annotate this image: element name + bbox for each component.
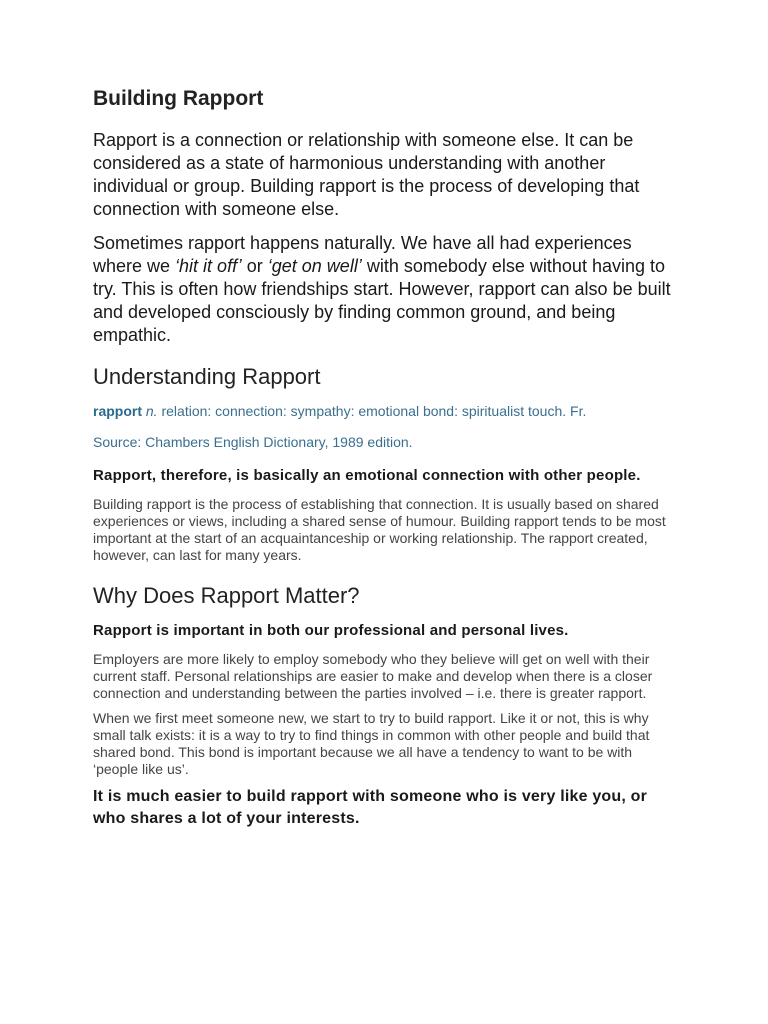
document-title: Building Rapport bbox=[93, 87, 264, 110]
definition-text: relation: connection: sympathy: emotional bond: spiritualist touch. Fr. bbox=[157, 402, 587, 419]
intro-text-part-1: Sometimes rapport happens naturally. We have all had experiences where we bbox=[93, 233, 632, 277]
importance-statement: Rapport is important in both our professional and personal lives. bbox=[93, 622, 569, 640]
definition-part-of-speech: n. bbox=[145, 402, 158, 419]
employers-paragraph: Employers are more likely to employ somebody who they believe will get on well with their current staff. Personal relationships are easier to make and develop when there is a closer connection and understanding between the parties involved – i.e. there is greater rapport. bbox=[93, 651, 653, 702]
dictionary-definition bbox=[93, 402, 678, 420]
small-talk-paragraph: When we first meet someone new, we start to try to build rapport. Like it or not, this is why small talk exists: it is a way to try to find things in common with other people and build that shared bond. This bond is important because we all have a tendency to want to be with ‘people like us’. bbox=[93, 710, 650, 778]
emotional-connection-statement: Rapport, therefore, is basically an emotional connection with other people. bbox=[93, 466, 641, 484]
intro-paragraph-2 bbox=[93, 232, 678, 347]
closing-statement: It is much easier to build rapport with someone who is very like you, or who shares a lot of your interests. bbox=[93, 788, 648, 828]
section-heading-understanding: Understanding Rapport bbox=[93, 364, 321, 390]
building-rapport-paragraph: Building rapport is the process of establishing that connection. It is usually based on shared experiences or views, including a shared sense of humour. Building rapport tends to be most important at the start of an acquaintanceship or working relationship. The rapport created, however, can last for many years. bbox=[93, 495, 666, 563]
intro-paragraph-1: Rapport is a connection or relationship with someone else. It can be considered as a state of harmonious understanding with another individual or group. Building rapport is the process of developing that connection with someone else. bbox=[93, 130, 640, 220]
intro-text-part-2: or bbox=[241, 256, 268, 277]
definition-source: Source: Chambers English Dictionary, 1989 edition. bbox=[93, 433, 413, 450]
definition-term: rapport bbox=[93, 402, 142, 419]
hit-it-off-phrase: ‘hit it off’ bbox=[175, 256, 242, 277]
section-heading-why: Why Does Rapport Matter? bbox=[93, 582, 360, 608]
get-on-well-phrase: ‘get on well’ bbox=[267, 256, 362, 277]
intro-text-part-3: with somebody else without having to try. This is often how friendships start. However, rapport can also be built and developed consciously by finding common ground, and being empathic. bbox=[93, 256, 671, 346]
